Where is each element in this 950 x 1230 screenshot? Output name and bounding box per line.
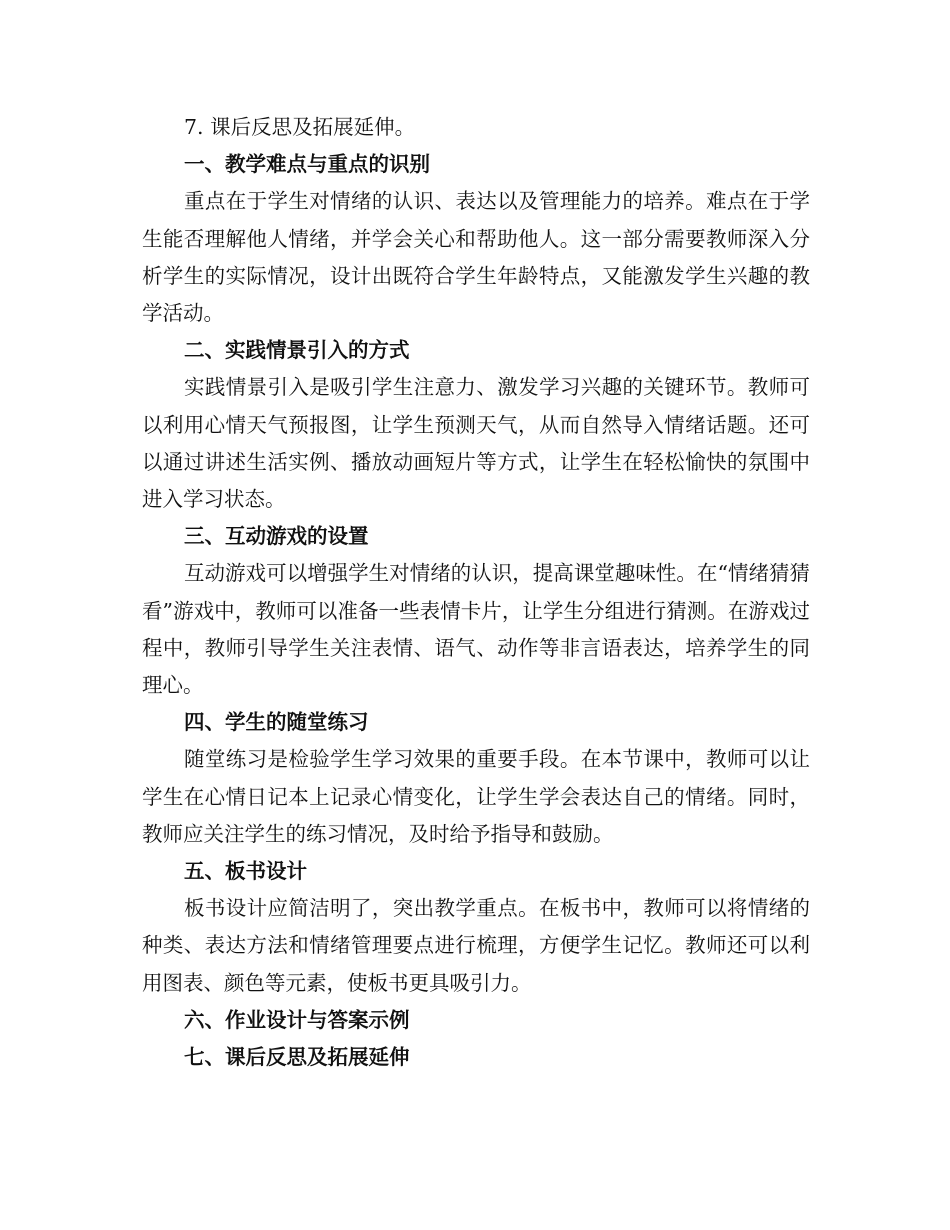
section-heading-5: 五、板书设计: [184, 858, 307, 883]
section-heading-6: 六、作业设计与答案示例: [184, 1007, 410, 1032]
section-heading-3: 三、互动游戏的设置: [184, 524, 369, 549]
list-item-7: 7. 课后反思及拓展延伸。: [184, 115, 416, 139]
section-body-2: 实践情景引入是吸引学生注意力、激发学习兴趣的关键环节。教师可以利用心情天气预报图，让学生预测天气，从而自然导入情绪话题。还可以通过讲述生活实例、播放动画短片等方式，让学生在轻松愉快的氛围中进入学习状态。: [142, 375, 810, 511]
section-heading-4: 四、学生的随堂练习: [184, 710, 369, 735]
section-heading-1: 一、教学难点与重点的识别: [184, 152, 430, 177]
section-heading-2: 二、实践情景引入的方式: [184, 338, 410, 363]
section-body-1: 重点在于学生对情绪的认识、表达以及管理能力的培养。难点在于学生能否理解他人情绪，并学会关心和帮助他人。这一部分需要教师深入分析学生的实际情况，设计出既符合学生年龄特点，又能激发学生兴趣的教学活动。: [142, 189, 810, 325]
section-body-4: 随堂练习是检验学生学习效果的重要手段。在本节课中，教师可以让学生在心情日记本上记录心情变化，让学生学会表达自己的情绪。同时，教师应关注学生的练习情况，及时给予指导和鼓励。: [142, 747, 810, 846]
section-body-3: 互动游戏可以增强学生对情绪的认识，提高课堂趣味性。在“情绪猜猜看”游戏中，教师可以准备一些表情卡片，让学生分组进行猜测。在游戏过程中，教师引导学生关注表情、语气、动作等非言语表达，培养学生的同理心。: [142, 561, 810, 697]
section-body-5: 板书设计应简洁明了，突出教学重点。在板书中，教师可以将情绪的种类、表达方法和情绪管理要点进行梳理，方便学生记忆。教师还可以利用图表、颜色等元素，使板书更具吸引力。: [142, 896, 810, 995]
section-heading-7: 七、课后反思及拓展延伸: [184, 1044, 410, 1069]
document-page: [142, 109, 810, 1076]
